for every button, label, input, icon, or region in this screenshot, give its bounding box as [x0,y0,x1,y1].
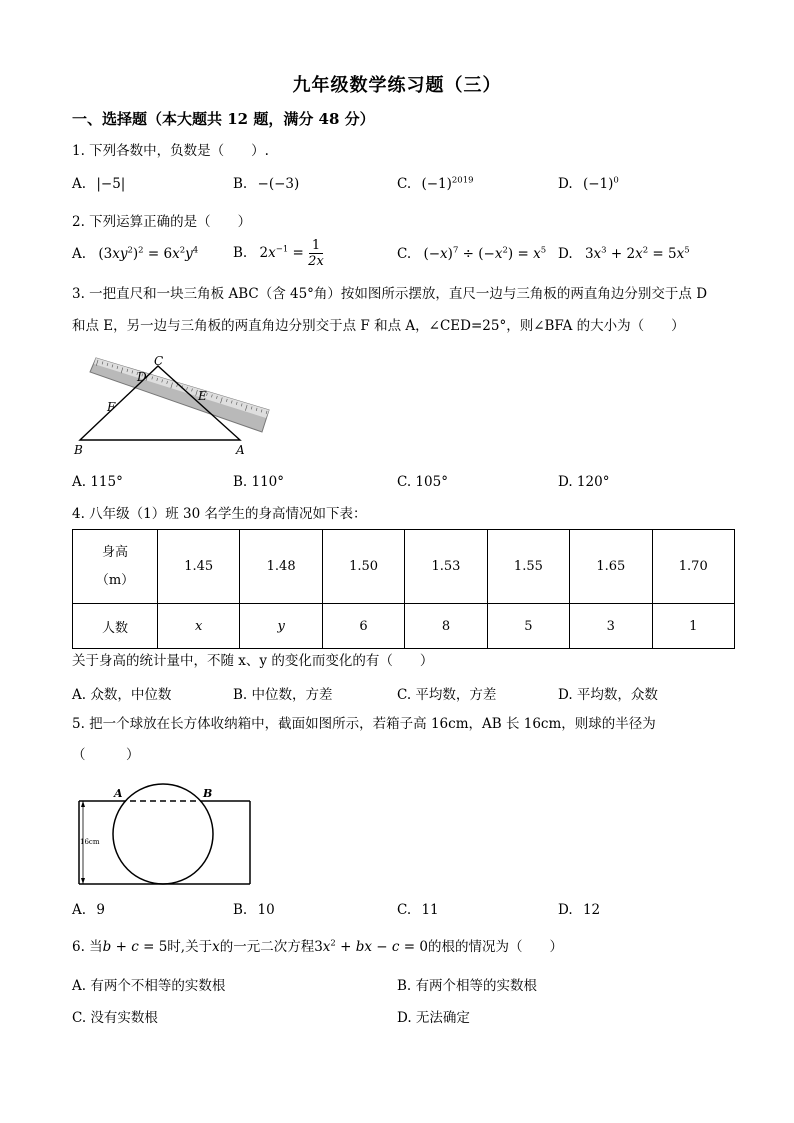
q1-option-d[interactable] [558,176,619,192]
math-var: x [212,939,220,955]
label-c: C [154,354,164,368]
exponent: −1 [275,244,289,255]
table-cell: y [240,604,322,649]
math-var: x [268,245,276,261]
option-label: B. [233,902,248,918]
q1-option-a[interactable] [72,176,125,192]
table-cell: 3 [570,604,652,649]
table-cell: 1.65 [570,530,652,604]
math-part: = 0 [399,939,428,955]
option-text: (−1) [421,176,452,192]
q1-option-c[interactable] [397,176,474,192]
height-arrow-up [81,801,85,807]
text-part: 的根的情况为（ ） [427,939,563,955]
math-part: (− [423,246,441,262]
option-text: (−1) [582,176,614,192]
table-cell: 1.50 [322,530,404,604]
q2-option-d[interactable] [558,246,690,262]
text-part: 时,关于 [167,939,213,955]
exponent: 0 [613,175,619,186]
q6-option-a[interactable]: A. 有两个不相等的实数根 [72,978,226,994]
table-row [73,604,735,649]
ruler-triangle-figure [72,352,272,460]
exponent: 7 [452,245,459,256]
exponent: 5 [684,245,690,256]
q1-option-b[interactable] [233,176,299,192]
fraction [308,238,324,269]
label-a: A [236,443,245,457]
math-var: y [185,246,193,262]
q4-option-c[interactable]: C. 平均数，方差 [397,687,497,703]
option-label: D. [558,246,573,262]
option-text: 10 [257,902,275,918]
q6-option-b[interactable]: B. 有两个相等的实数根 [397,978,538,994]
header-unit: （m） [95,572,135,588]
q2-option-c[interactable] [397,246,546,262]
q1-stem: 1. 下列各数中，负数是（ ）. [72,143,269,159]
math-part: = 5 [648,246,677,262]
table-header-cell: 人数 [73,604,158,649]
option-label: C. [397,176,412,192]
table-cell: 6 [322,604,404,649]
table-cell: 1.53 [405,530,487,604]
exponent: 4 [192,245,199,256]
table-cell: 1 [652,604,734,649]
math-part: ÷ [458,246,479,262]
option-text: 9 [96,902,105,918]
header-label: 身高 [101,544,128,560]
label-e: E [198,389,207,403]
table-cell: 5 [487,604,569,649]
q6-option-c[interactable]: C. 没有实数根 [72,1010,158,1026]
exponent: 2019 [451,175,474,186]
option-label: A. [72,902,87,918]
table-cell: 8 [405,604,487,649]
math-part: (3 [98,246,113,262]
math-var: xy [112,246,128,262]
q3-option-b[interactable]: B. 110° [233,474,285,490]
option-label: D. [558,902,573,918]
q5-option-d[interactable] [558,902,600,918]
q4-option-b[interactable]: B. 中位数，方差 [233,687,333,703]
q6-option-d[interactable]: D. 无法确定 [397,1010,470,1026]
numerator: 1 [309,238,323,254]
table-cell: 1.70 [652,530,734,604]
label-d: D [137,370,147,384]
option-label: A. [72,246,87,262]
q6-stem [72,937,563,957]
math-part: 3 [314,939,323,955]
option-label: B. [233,245,248,261]
exponent: 2 [179,245,186,256]
math-part: − [372,939,392,955]
q3-option-c[interactable]: C. 105° [397,474,448,490]
table-row [73,530,735,604]
q3-option-d[interactable]: D. 120° [558,474,610,490]
label-b: B [74,443,83,457]
math-part: = 5 [138,939,168,955]
table-cell: 1.48 [240,530,322,604]
option-text: −(−3) [257,176,300,192]
text-part: 6. 当 [72,939,103,955]
text-part: 的一元二次方程 [219,939,315,955]
q5-option-a[interactable] [72,902,105,918]
math-var: b [102,939,112,955]
table-cell: 1.45 [158,530,240,604]
q5-stem-line1: 5. 把一个球放在长方体收纳箱中，截面如图所示，若箱子高 16cm，AB 长 16cm，则球的半径为 [72,716,656,732]
q4-option-d[interactable]: D. 平均数，众数 [558,687,658,703]
q5-option-b[interactable] [233,902,275,918]
table-header-cell [73,530,158,604]
math-part: ) [447,246,453,262]
q3-stem-line1: 3. 一把直尺和一块三角板 ABC（含 45°角）按如图所示摆放，直尺一边与三角板的两直角边分别交于点 D [72,286,708,302]
math-part: + [335,939,356,955]
q4-question: 关于身高的统计量中，不随 x、y 的变化而变化的有（ ） [72,653,434,669]
height-table [72,529,735,649]
q5-option-c[interactable] [397,902,439,918]
exponent: 5 [540,245,547,256]
math-part: (− [478,246,495,262]
q4-option-a[interactable]: A. 众数，中位数 [72,687,172,703]
math-var: x [593,246,602,262]
q2-stem: 2. 下列运算正确的是（ ） [72,214,252,230]
q5-stem-line2: （ ） [72,747,140,763]
math-part: = [288,245,309,261]
ball-box-figure [72,780,262,890]
option-label: D. [558,176,573,192]
q2-option-b[interactable] [233,238,324,269]
label-a: A [114,787,123,800]
q4-stem: 4. 八年级（1）班 30 名学生的身高情况如下表： [72,506,367,522]
height-label: 16cm [80,838,100,846]
exponent: 2 [502,245,508,256]
exponent: 2 [138,245,144,256]
math-var: x [440,246,448,262]
math-part: + [111,939,132,955]
option-text: 11 [421,902,439,918]
math-part: ) [132,246,139,262]
label-f: F [107,400,116,414]
math-part: = 6 [143,246,173,262]
math-var: x [322,939,331,955]
q3-stem-line2: 和点 E，另一边与三角板的两直角边分别交于点 F 和点 A，∠CED=25°，则∠BFA 的大小为（ ） [72,318,685,334]
option-label: B. [233,176,248,192]
math-var: c [391,939,400,955]
table-cell: 1.55 [487,530,569,604]
option-label: C. [397,246,412,262]
math-part: = [513,246,534,262]
q2-option-a[interactable] [72,246,198,262]
math-var: c [131,939,139,955]
math-var: bx [355,939,373,955]
ruler [90,358,269,432]
math-var: x [533,246,541,262]
height-arrow-down [81,878,85,884]
math-part: 2 [259,245,269,261]
option-label: C. [397,902,412,918]
math-part: + 2 [606,246,636,262]
table-cell: x [158,604,240,649]
math-var: x [172,246,180,262]
page-title: 九年级数学练习题（三） [292,75,502,96]
math-var: x [635,246,643,262]
label-b: B [203,787,213,800]
exponent: 2 [330,938,336,949]
math-part: ) [507,246,514,262]
exponent: 2 [127,245,133,256]
math-var: x [676,246,685,262]
option-label: A. [72,176,87,192]
option-text: 12 [582,902,601,918]
ball-circle [113,784,213,884]
denominator: 2x [308,254,324,269]
section-heading: 一、选择题（本大题共 12 题，满分 48 分） [72,110,375,128]
exponent: 2 [642,245,649,256]
option-text: |−5| [96,176,126,192]
q3-option-a[interactable]: A. 115° [72,474,123,490]
math-var: x [494,246,503,262]
exponent: 3 [601,245,607,256]
math-part: 3 [584,246,594,262]
